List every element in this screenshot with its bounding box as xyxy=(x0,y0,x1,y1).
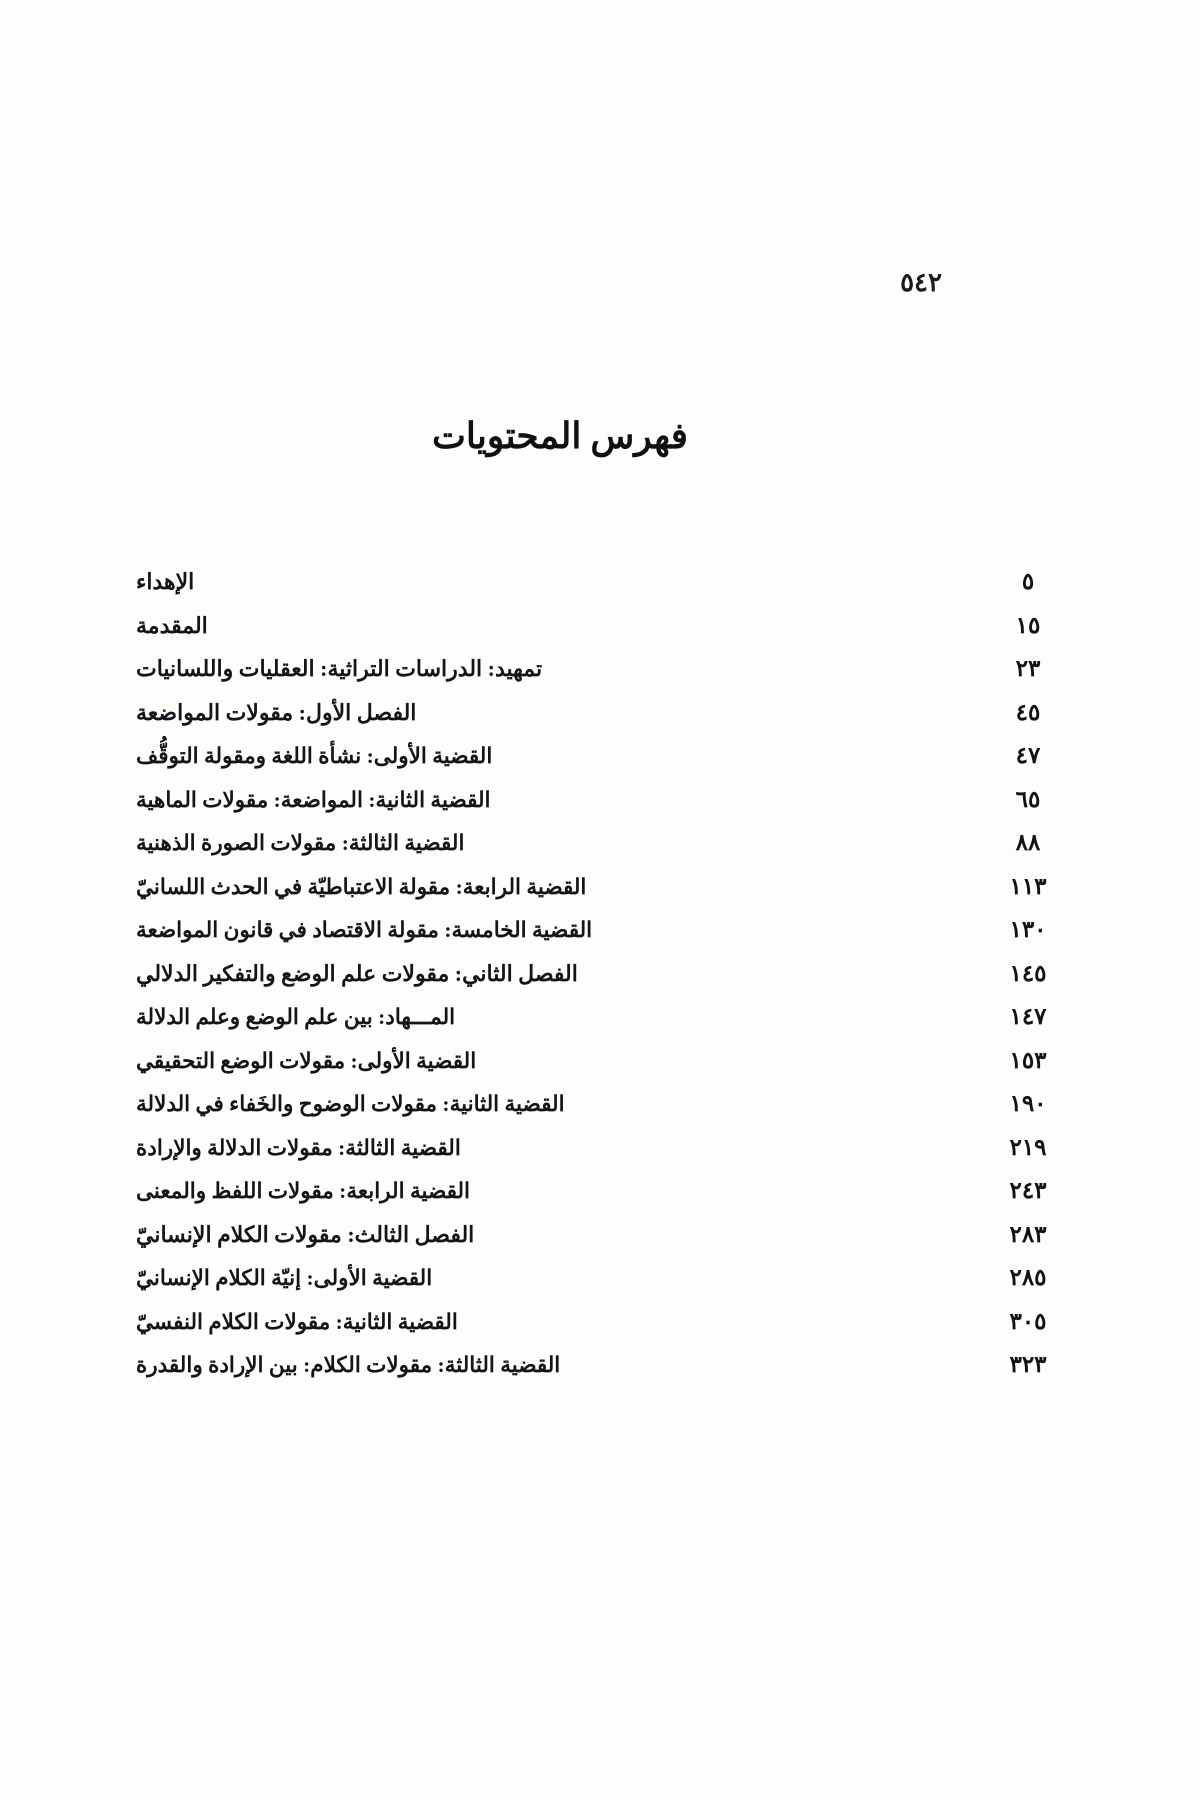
page-title: فهرس المحتويات xyxy=(432,416,688,456)
toc-leader-dots xyxy=(566,1356,984,1372)
toc-leader-dots xyxy=(464,1313,984,1329)
toc-entry-label: الفصل الثالث: مقولات الكلام الإنسانيّ xyxy=(136,1221,475,1247)
toc-entry-list xyxy=(130,560,1070,1387)
toc-entry-page-number: ٢٨٣ xyxy=(1009,1221,1047,1247)
toc-entry-page-number: ١٥٣ xyxy=(1009,1047,1047,1073)
toc-entry-page-number: ٤٥ xyxy=(1015,699,1041,725)
toc-leader-dots xyxy=(470,834,984,850)
toc-entry-label: الإهداء xyxy=(136,569,195,594)
toc-entry[interactable] xyxy=(130,604,1070,648)
toc-entry-page-number: ١٩٠ xyxy=(1009,1091,1047,1116)
toc-leader-dots xyxy=(214,617,984,633)
toc-entry-page-number: ٨٨ xyxy=(1015,830,1041,855)
toc-leader-dots xyxy=(548,660,984,676)
toc-entry[interactable] xyxy=(130,1256,1070,1300)
toc-entry[interactable] xyxy=(130,778,1070,822)
toc-entry-label: القضية الأولى: إنيّة الكلام الإنسانيّ xyxy=(136,1266,433,1290)
toc-entry-label: الفصل الأول: مقولات المواضعة xyxy=(136,699,417,725)
toc-entry-label: القضية الأولى: مقولات الوضع التحقيقي xyxy=(136,1048,477,1073)
toc-leader-dots xyxy=(598,921,984,937)
toc-entry-label: القضية الثالثة: مقولات الصورة الذهنية xyxy=(136,831,465,855)
toc-entry-label: تمهيد: الدراسات التراثية: العقليات واللسانيات xyxy=(136,656,543,681)
toc-entry-page-number: ٤٧ xyxy=(1015,743,1041,768)
toc-entry[interactable] xyxy=(130,734,1070,778)
toc-leader-dots xyxy=(584,965,984,981)
toc-leader-dots xyxy=(467,1139,984,1155)
toc-entry-label: القضية الرابعة: مقولة الاعتباطيّة في الحدث اللسانيّ xyxy=(136,874,587,899)
toc-leader-dots xyxy=(592,878,984,894)
toc-entry-label: القضية الثانية: مقولات الوضوح والخَفاء في الدلالة xyxy=(136,1092,565,1116)
toc-entry-label: القضية الثالثة: مقولات الدلالة والإرادة xyxy=(136,1135,461,1160)
toc-entry[interactable] xyxy=(130,647,1070,691)
toc-entry-page-number: ٣٢٣ xyxy=(1009,1352,1047,1377)
toc-leader-dots xyxy=(482,1052,984,1068)
toc-entry-page-number: ٢٤٣ xyxy=(1009,1178,1047,1203)
toc-entry[interactable] xyxy=(130,995,1070,1039)
toc-entry-label: الفصل الثاني: مقولات علم الوضع والتفكير الدلالي xyxy=(136,960,578,986)
toc-entry-page-number: ١٣٠ xyxy=(1009,917,1047,942)
toc-entry[interactable] xyxy=(130,1213,1070,1257)
toc-entry[interactable] xyxy=(130,1126,1070,1170)
toc-leader-dots xyxy=(200,573,984,589)
toc-entry[interactable] xyxy=(130,952,1070,996)
toc-entry[interactable] xyxy=(130,1082,1070,1126)
toc-entry-page-number: ١٥ xyxy=(1015,612,1041,638)
toc-entry[interactable] xyxy=(130,1300,1070,1344)
toc-leader-dots xyxy=(497,791,985,807)
toc-entry[interactable] xyxy=(130,1039,1070,1083)
toc-entry-label: القضية الثالثة: مقولات الكلام: بين الإرادة والقدرة xyxy=(136,1353,561,1377)
toc-entry-label: القضية الرابعة: مقولات اللفظ والمعنى xyxy=(136,1179,471,1203)
toc-entry-label: القضية الأولى: نشأة اللغة ومقولة التوقُّف xyxy=(136,744,493,768)
toc-leader-dots xyxy=(498,747,984,763)
toc-entry-page-number: ١١٣ xyxy=(1009,873,1047,899)
toc-entry[interactable] xyxy=(130,1343,1070,1387)
toc-entry-page-number: ٢٨٥ xyxy=(1009,1265,1047,1290)
toc-leader-dots xyxy=(438,1269,984,1285)
toc-entry[interactable] xyxy=(130,560,1070,604)
toc-leader-dots xyxy=(571,1095,984,1111)
toc-entry[interactable] xyxy=(130,821,1070,865)
toc-entry-label: المقدمة xyxy=(136,612,208,638)
toc-entry[interactable] xyxy=(130,908,1070,952)
toc-entry-label: القضية الخامسة: مقولة الاقتصاد في قانون المواضعة xyxy=(136,918,593,942)
toc-entry-page-number: ٣٠٥ xyxy=(1009,1308,1047,1334)
toc-entry-page-number: ١٤٧ xyxy=(1009,1004,1047,1029)
toc-entry-label: المـــهاد: بين علم الوضع وعلم الدلالة xyxy=(136,1005,456,1029)
toc-entry-page-number: ٢١٩ xyxy=(1009,1134,1047,1160)
toc-entry-label: القضية الثانية: مقولات الكلام النفسيّ xyxy=(136,1309,458,1334)
toc-entry[interactable] xyxy=(130,865,1070,909)
toc-leader-dots xyxy=(461,1008,984,1024)
page-number: ٥٤٢ xyxy=(900,268,942,297)
toc-entry[interactable] xyxy=(130,691,1070,735)
toc-leader-dots xyxy=(480,1226,984,1242)
toc-entry-page-number: ٥ xyxy=(1021,569,1035,594)
toc-entry-page-number: ٢٣ xyxy=(1015,656,1041,681)
toc-entry-page-number: ١٤٥ xyxy=(1009,960,1047,986)
toc-leader-dots xyxy=(476,1182,984,1198)
toc-entry-page-number: ٦٥ xyxy=(1015,786,1041,812)
toc-leader-dots xyxy=(422,704,984,720)
toc-entry[interactable] xyxy=(130,1169,1070,1213)
toc-entry-label: القضية الثانية: المواضعة: مقولات الماهية xyxy=(136,787,491,812)
